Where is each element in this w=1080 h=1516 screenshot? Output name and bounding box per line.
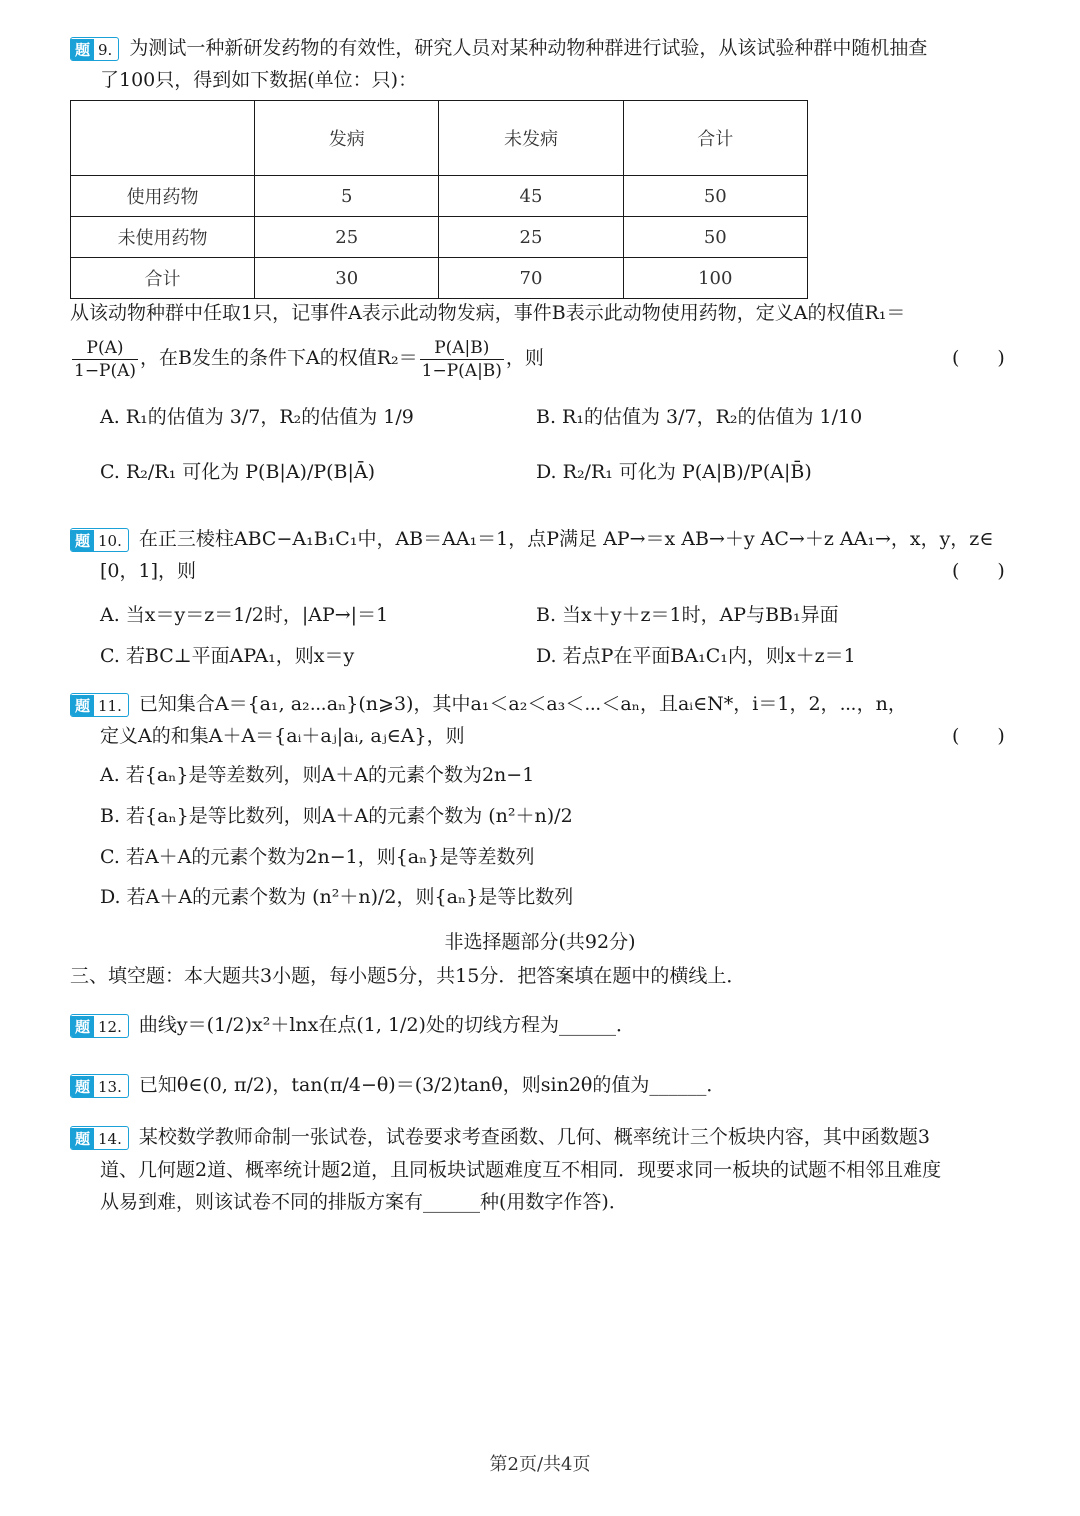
table-cell: 50 [623, 217, 807, 258]
q9-option-a: A. R₁的估值为 3/7，R₂的估值为 1/9 [100, 406, 414, 428]
q10-answer-paren: ( ) [952, 560, 1005, 582]
table-header-cell: 未发病 [439, 101, 623, 176]
q9-answer-paren: ( ) [952, 347, 1005, 369]
q10-option-b: B. 当x＋y＋z＝1时，AP与BB₁异面 [536, 604, 839, 626]
q10-line1: 题 10. 在正三棱柱ABC−A₁B₁C₁中，AB＝AA₁＝1，点P满足 AP→＝x AB→＋y AC→＋z AA₁→，x，y，z∈ [70, 524, 993, 554]
q11-option-b: B. 若{aₙ}是等比数列，则A＋A的元素个数为 (n²＋n)/2 [100, 805, 573, 827]
q11-line2: 定义A的和集A＋A＝{aᵢ＋aⱼ|aᵢ, aⱼ∈A}，则 [100, 725, 465, 747]
q11-line1: 题 11. 已知集合A＝{a₁, a₂⋯aₙ}(n⩾3)，其中a₁＜a₂＜a₃＜⋯＜aₙ，且aᵢ∈N*，i＝1，2，⋯，n， [70, 689, 907, 719]
table-cell: 25 [255, 217, 439, 258]
q9-line2: 了100只，得到如下数据(单位：只)： [100, 69, 418, 91]
q9-stem1: 从该动物种群中任取1只，记事件A表示此动物发病，事件B表示此动物使用药物，定义A的权值R₁＝ [70, 302, 906, 324]
q10-line2: [0，1]，则 [100, 560, 197, 582]
table-cell: 50 [623, 176, 807, 217]
table-cell: 100 [623, 258, 807, 299]
table-cell: 合计 [71, 258, 255, 299]
q9-stem2: $\frac{P(A)}{1-P(A)}$ ，在B发生的条件下A的权值R₂＝ $\frac{P(A|B)}{1-P(A|B)}$ ，则 [74, 337, 544, 381]
q13-tag: 题 13. [70, 1074, 129, 1098]
q10-option-c: C. 若BC⊥平面APA₁，则x＝y [100, 645, 355, 667]
q9-option-d: D. R₂/R₁ 可化为 P(A|B)/P(A|B̄) [536, 461, 812, 483]
q10-option-d: D. 若点P在平面BA₁C₁内，则x＋z＝1 [536, 645, 856, 667]
q14-line2: 道、几何题2道、概率统计题2道，且同板块试题难度互不相同．现要求同一板块的试题不相邻且难度 [100, 1159, 942, 1181]
table-cell: 5 [255, 176, 439, 217]
q12-line: 题 12. 曲线y＝(1/2)x²＋lnx在点(1, 1/2)处的切线方程为______． [70, 1010, 635, 1040]
q14-line3: 从易到难，则该试卷不同的排版方案有______种(用数字作答)． [100, 1191, 628, 1213]
q11-option-c: C. 若A＋A的元素个数为2n−1，则{aₙ}是等差数列 [100, 846, 535, 868]
q13-line: 题 13. 已知θ∈(0, π/2)，tan(π/4−θ)＝(3/2)tanθ，则sin2θ的值为______． [70, 1070, 725, 1100]
r1-fraction: $\frac{P(A)}{1-P(A)}$ [74, 337, 137, 381]
table-cell: 使用药物 [71, 176, 255, 217]
q11-option-a: A. 若{aₙ}是等差数列，则A＋A的元素个数为2n−1 [100, 764, 535, 786]
q14-tag: 题 14. [70, 1126, 129, 1150]
q9-line1: 题 9. 为测试一种新研发药物的有效性，研究人员对某种动物种群进行试验，从该试验种群中随机抽查 [70, 33, 927, 63]
q12-tag: 题 12. [70, 1014, 129, 1038]
q10-tag: 题 10. [70, 528, 129, 552]
q14-line1: 题 14. 某校数学教师命制一张试卷，试卷要求考查函数、几何、概率统计三个板块内容，其中函数题3 [70, 1122, 930, 1152]
q11-tag: 题 11. [70, 693, 129, 717]
table-cell: 25 [439, 217, 623, 258]
r2-fraction: $\frac{P(A|B)}{1-P(A|B)}$ [421, 337, 502, 381]
table-header-cell: 合计 [623, 101, 807, 176]
table-cell: 45 [439, 176, 623, 217]
section-heading: 三、填空题：本大题共3小题，每小题5分，共15分．把答案填在题中的横线上． [70, 965, 746, 987]
table-cell: 30 [255, 258, 439, 299]
section-title: 非选择题部分(共92分) [444, 931, 636, 953]
q9-option-c: C. R₂/R₁ 可化为 P(B|A)/P(B|Ā) [100, 461, 376, 483]
q9-tag: 题 9. [70, 37, 119, 61]
q11-answer-paren: ( ) [952, 725, 1005, 747]
q9-data-table [70, 100, 808, 299]
q9-option-b: B. R₁的估值为 3/7，R₂的估值为 1/10 [536, 406, 863, 428]
table-header-cell: 发病 [255, 101, 439, 176]
q11-option-d: D. 若A＋A的元素个数为 (n²＋n)/2，则{aₙ}是等比数列 [100, 886, 574, 908]
page-number: 第2页/共4页 [489, 1454, 591, 1475]
q10-option-a: A. 当x＝y＝z＝1/2时，|AP→|＝1 [100, 604, 389, 626]
table-header-cell [71, 101, 255, 176]
table-cell: 未使用药物 [71, 217, 255, 258]
table-cell: 70 [439, 258, 623, 299]
